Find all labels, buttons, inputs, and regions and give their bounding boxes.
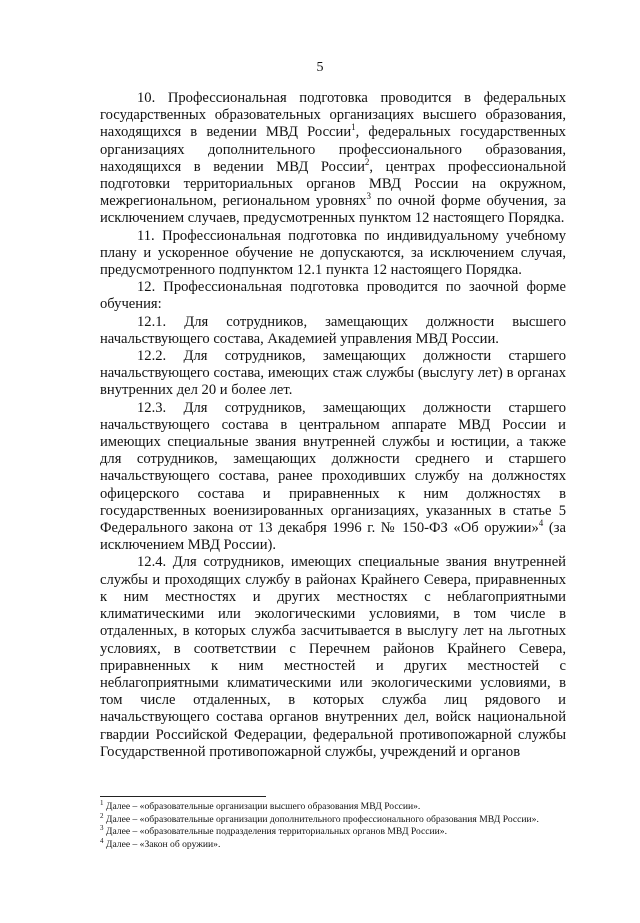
paragraph-12-1: 12.1. Для сотрудников, замещающих должности высшего начальствующего состава, Академией управления МВД России.: [100, 313, 566, 347]
footnote-4: $^4$ Далее – «Закон об оружии».: [100, 836, 221, 850]
footnotes: [100, 798, 566, 851]
footnote-ref-4: 4: [538, 518, 544, 529]
footnote-3: $^3$ Далее – «образовательные подразделения территориальных органов МВД России».: [100, 823, 447, 837]
paragraph-12-3: 12.3. Для сотрудников, замещающих должности старшего начальствующего состава в центральном аппарате МВД России и имеющих специальные звания внутренней службы и юстиции, а также для сотрудников, замещающих должности среднего и старшего начальствующего состава, ранее проходивших службу на должностях офицерского состава и приравненных к ним должностях в государственных военизированных организациях, указанных в статье 5 Федерального закона от 13 декабря 1996 г. № 150-ФЗ «Об оружии»$^4$ (за исключением МВД России).: [100, 399, 566, 554]
paragraph-11: 11. Профессиональная подготовка по индивидуальному учебному плану и ускоренное обучение не допускаются, за исключением случая, предусмотренного подпунктом 12.1 пункта 12 настоящего Порядка.: [100, 227, 566, 279]
footnote-1: $^1$ Далее – «образовательные организации высшего образования МВД России».: [100, 798, 421, 812]
footnote-ref-1: 1: [351, 122, 356, 133]
footnote-ref-2: 2: [364, 156, 370, 167]
paragraph-12-4: 12.4. Для сотрудников, имеющих специальные звания внутренней службы и проходящих службу в районах Крайнего Севера, приравненных к ним местностях и других местностях с неблагоприятными климатическими или экологическими условиями, в том числе в отдаленных, в которых служба засчитывается в выслугу лет на льготных условиях, в соответствии с Перечнем районов Крайнего Севера, приравненных к ним местностей и других местностей с неблагоприятными климатическими или экологическими условиями, в том числе отдаленных, в которых служба лиц рядового и начальствующего состава органов внутренних дел, войск национальной гвардии Российской Федерации, федеральной противопожарной службы Государственной противопожарной службы, учреждений и органов: [100, 554, 566, 760]
footnote-divider: [100, 796, 266, 797]
paragraph-12-2: 12.2. Для сотрудников, замещающих должности старшего начальствующего состава, имеющих стаж службы (выслугу лет) в органах внутренних дел 20 и более лет.: [100, 348, 566, 399]
footnote-2: $^2$ Далее – «образовательные организации дополнительного профессионального образования МВД России».: [100, 811, 539, 825]
document-body: [100, 90, 566, 761]
page-number: 5: [316, 60, 324, 75]
footnote-ref-3: 3: [366, 191, 371, 202]
paragraph-12: 12. Профессиональная подготовка проводится по заочной форме обучения:: [100, 279, 566, 313]
paragraph-10: 10. Профессиональная подготовка проводится в федеральных государственных образовательных организациях высшего образования, находящихся в ведении МВД России$^1$, федеральных государственных организациях дополнительного профессионального образования, находящихся в ведении МВД России$^2$, центрах профессиональной подготовки территориальных органов МВД России на окружном, межрегиональном, региональном уровнях$^3$ по очной форме обучения, за исключением случаев, предусмотренных пунктом 12 настоящего Порядка.: [100, 90, 566, 227]
